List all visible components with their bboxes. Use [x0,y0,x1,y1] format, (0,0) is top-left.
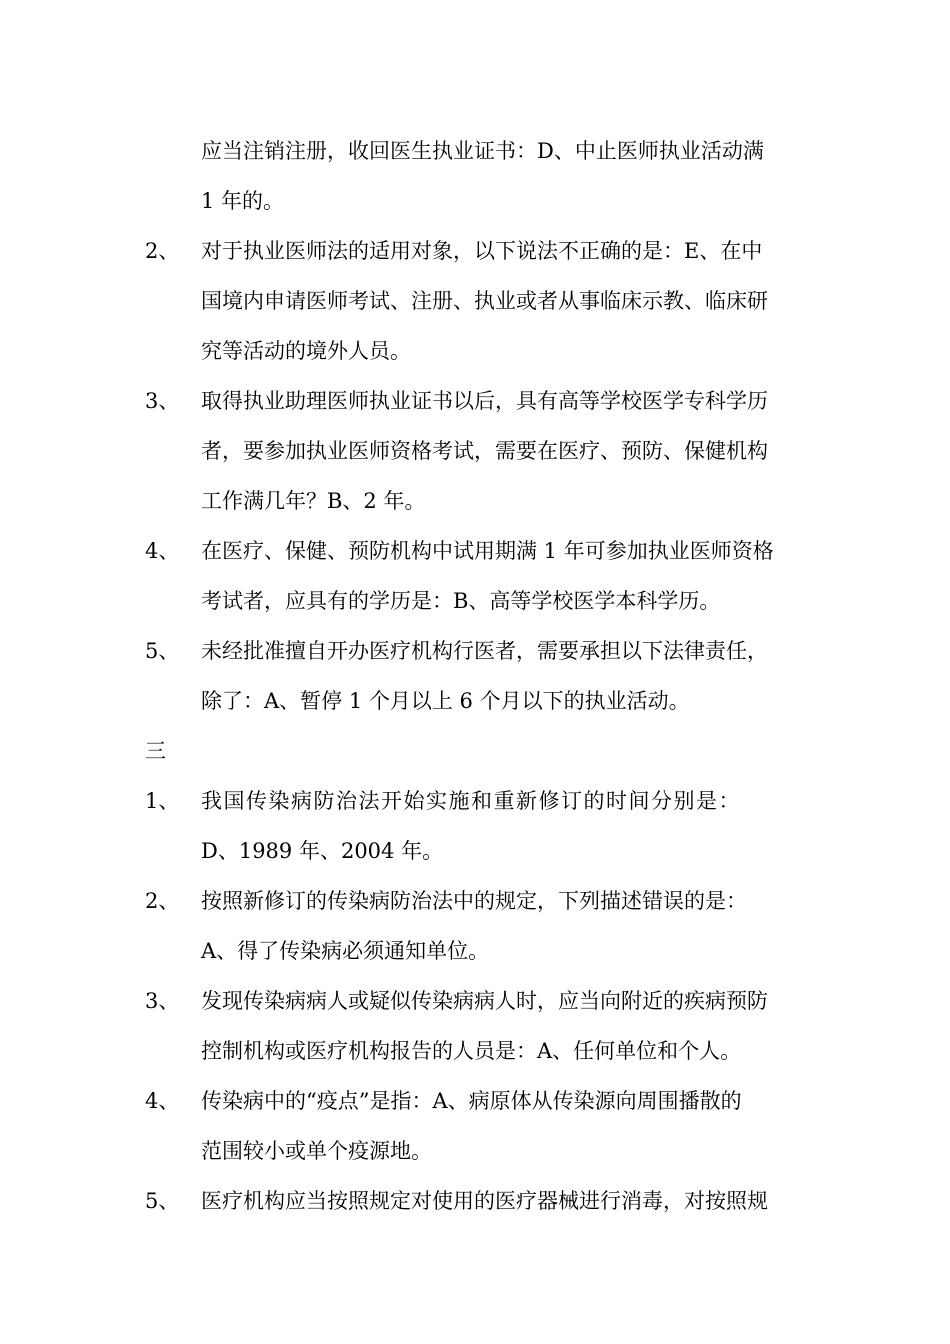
item-text-line: 究等活动的境外人员。 [201,339,411,363]
item-number: 2、 [145,889,180,913]
item-text-line: 1 年的。 [201,189,285,213]
item-number: 3、 [145,989,180,1013]
item-text-line: 未经批准擅自开办医疗机构行医者，需要承担以下法律责任， [201,639,768,663]
item-text-line: 者，要参加执业医师资格考试，需要在医疗、预防、保健机构 [201,439,768,463]
item-number: 5、 [145,1189,180,1213]
item-text-line: 国境内申请医师考试、注册、执业或者从事临床示教、临床研 [201,289,768,313]
item-text-line: 医疗机构应当按照规定对使用的医疗器械进行消毒，对按照规 [201,1189,768,1213]
item-text-line: 取得执业助理医师执业证书以后，具有高等学校医学专科学历 [201,389,768,413]
item-number: 5、 [145,639,180,663]
item-text-line: 工作满几年？B、2 年。 [201,489,426,513]
item-text-line: 对于执业医师法的适用对象，以下说法不正确的是：E、在中 [201,239,763,263]
item-text-line: 发现传染病病人或疑似传染病病人时，应当向附近的疾病预防 [201,989,768,1013]
item-text-line: 应当注销注册，收回医生执业证书：D、中止医师执业活动满 [201,139,764,163]
item-number: 1、 [145,789,180,813]
item-text-line: D、1989 年、2004 年。 [201,839,444,863]
item-text-line: A、得了传染病必须通知单位。 [201,939,490,963]
item-number: 4、 [145,1089,180,1113]
item-text-line: 控制机构或医疗机构报告的人员是：A、任何单位和个人。 [201,1039,742,1063]
item-text-line: 在医疗、保健、预防机构中试用期满 1 年可参加执业医师资格 [201,539,774,563]
item-number: 4、 [145,539,180,563]
item-text-line: 按照新修订的传染病防治法中的规定，下列描述错误的是： [201,889,747,913]
item-text-line: 传染病中的“疫点”是指：A、病原体从传染源向周围播散的 [201,1089,742,1113]
item-number: 3、 [145,389,180,413]
item-text-line: 范围较小或单个疫源地。 [201,1139,432,1163]
item-text-line: 除了：A、暂停 1 个月以上 6 个月以下的执业活动。 [201,689,690,713]
section-heading: 三 [145,739,166,763]
item-number: 2、 [145,239,180,263]
item-text-line: 我国传染病防治法开始实施和重新修订的时间分别是： [201,789,741,813]
item-text-line: 考试者，应具有的学历是：B、高等学校医学本科学历。 [201,589,721,613]
